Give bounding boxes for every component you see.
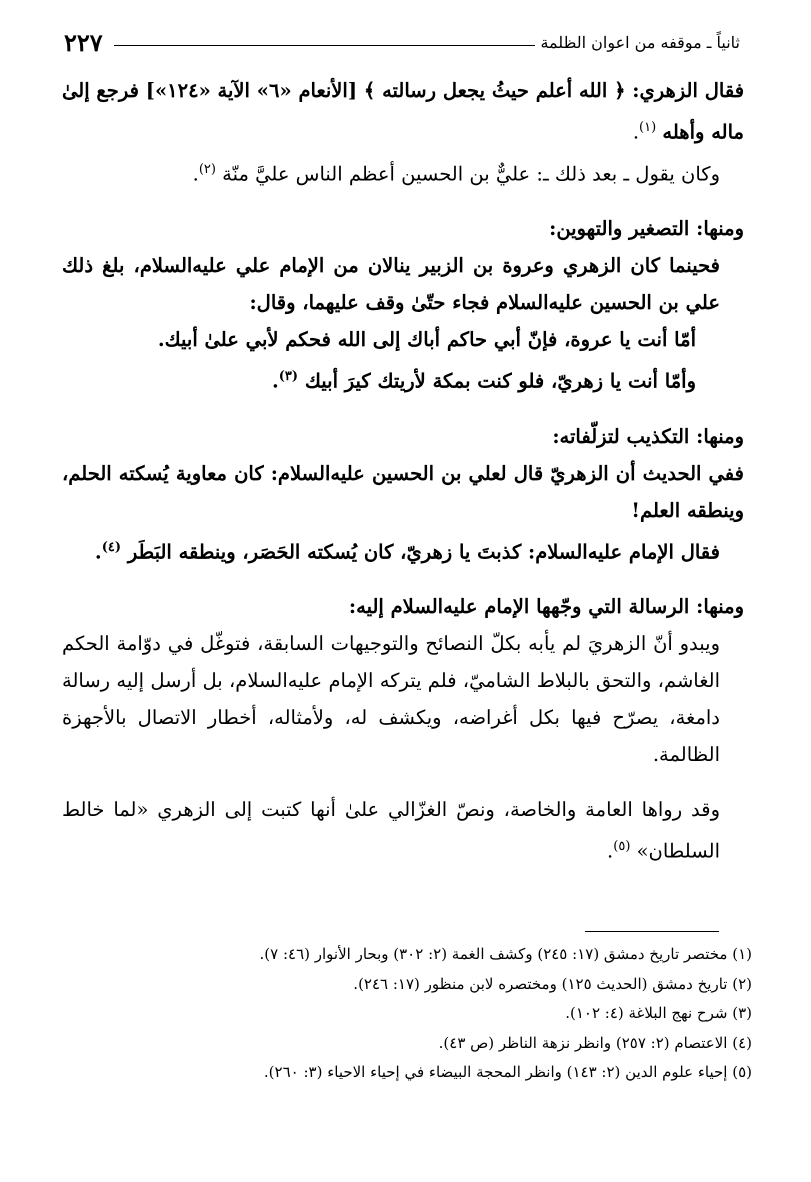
footnote-marker: (٥) — [613, 839, 631, 854]
page-number: ٢٢٧ — [64, 28, 103, 57]
main-text — [62, 72, 744, 870]
paragraph: فقال الزهري: ﴿ الله أعلم حيثُ يجعل رسالته ﴾ [الأنعام «٦» الآية «١٢٤»] فرجع إلىٰ ماله وأهله $^{(١)}$. — [62, 79, 745, 144]
paragraph: ويبدو أنّ الزهريَ لم يأبه بكلّ النصائح والتوجيهات السابقة، فتوغّل في دوّامة الحكم الغاشم، والتحق بالبلاط الشاميّ، فلم يتركه الإمام عليه‌السلام، بل أرسل إليه رسالة دامغة، يصرّح فيها بكل أغراضه، ويكشف له، ولأمثاله، أخطار الاتصال بالأجهزة الظالمة. — [62, 632, 720, 766]
footnote: (٤) الاعتصام (٢: ٢٥٧) وانظر نزهة الناظر (ص ٤٣). — [438, 1033, 752, 1052]
header-rule — [114, 45, 535, 46]
paragraph: فحينما كان الزهري وعروة بن الزبير ينالان من الإمام علي عليه‌السلام، بلغ ذلك علي بن الحسين عليه‌السلام فجاء حتّىٰ وقف عليهما، وقال: — [62, 254, 720, 314]
footnote: (٢) تاريخ دمشق (الحديث ١٢٥) ومختصره لابن منظور (١٧: ٢٤٦). — [353, 974, 752, 993]
section-heading: ومنها: الرسالة التي وجّهها الإمام عليه‌السلام إليه: — [348, 595, 744, 618]
running-title: ثانياً ـ موقفه من اعوان الظلمة — [540, 33, 740, 52]
footnotes — [62, 940, 752, 1088]
footnote-marker: (٤) — [101, 539, 122, 555]
paragraph-text: فقال الإمام عليه‌السلام: كذبتَ يا زهريّ، كان يُسكته الحَصَر، وينطقه البَطَر — [127, 540, 720, 563]
footnote-separator — [585, 931, 719, 932]
footnote: (٣) شرح نهج البلاغة (٤: ١٠٢). — [565, 1004, 752, 1022]
paragraph: وقد رواها العامة والخاصة، ونصّ الغزّالي علىٰ أنها كتبت إلى الزهري «لما خالط السلطان» $^{(٥)}$. — [62, 798, 720, 863]
paragraph-text: وكان يقول ـ بعد ذلك ـ: عليٌّ بن الحسين أعظم الناس عليَّ منّة — [222, 162, 720, 185]
quote-line: وأمّا أنت يا زهريّ، فلو كنت بمكة لأريتك كيرَ أبيك $^{(٣)}$. — [271, 369, 696, 393]
section-heading: ومنها: التصغير والتهوين: — [549, 217, 744, 240]
paragraph: ففي الحديث أن الزهريّ قال لعلي بن الحسين عليه‌السلام: كان معاوية يُسكته الحلم، وينطقه العلم! — [62, 461, 744, 522]
footnote: (٥) إحياء علوم الدين (٢: ١٤٣) وانظر المحجة البيضاء في إحياء الاحياء (٣: ٢٦٠). — [263, 1063, 752, 1081]
section-heading: ومنها: التكذيب لتزلّفاته: — [552, 424, 744, 448]
footnote-marker: (٣) — [278, 369, 299, 384]
page-header — [64, 28, 740, 58]
paragraph: فقال الإمام عليه‌السلام: كذبتَ يا زهريّ، كان يُسكته الحَصَر، وينطقه البَطَر $^{(٤)}$. — [94, 539, 720, 563]
footnote-marker: (١) — [639, 120, 657, 135]
quote-line: أمّا أنت يا عروة، فإنّ أبي حاكم أباك إلى الله فحكم لأبي علىٰ أبيك. — [157, 328, 696, 351]
paragraph-text: وقد رواها العامة والخاصة، ونصّ الغزّالي علىٰ أنها كتبت إلى الزهري «لما خالط السلطان» — [62, 798, 720, 863]
quote-text: وأمّا أنت يا زهريّ، فلو كنت بمكة لأريتك كيرَ أبيك — [304, 369, 696, 393]
footnote: (١) مختصر تاريخ دمشق (١٧: ٢٤٥) وكشف الغمة (٢: ٣٠٢) وبحار الأنوار (٤٦: ٧). — [259, 945, 752, 963]
footnote-marker: (٢) — [198, 161, 216, 177]
paragraph: وكان يقول ـ بعد ذلك ـ: عليٌّ بن الحسين أعظم الناس عليَّ منّة $^{(٢)}$. — [192, 161, 720, 185]
paragraph-text: فقال الزهري: ﴿ الله أعلم حيثُ يجعل رسالته ﴾ [الأنعام «٦» الآية «١٢٤»] فرجع إلىٰ ماله وأهله — [62, 79, 745, 144]
